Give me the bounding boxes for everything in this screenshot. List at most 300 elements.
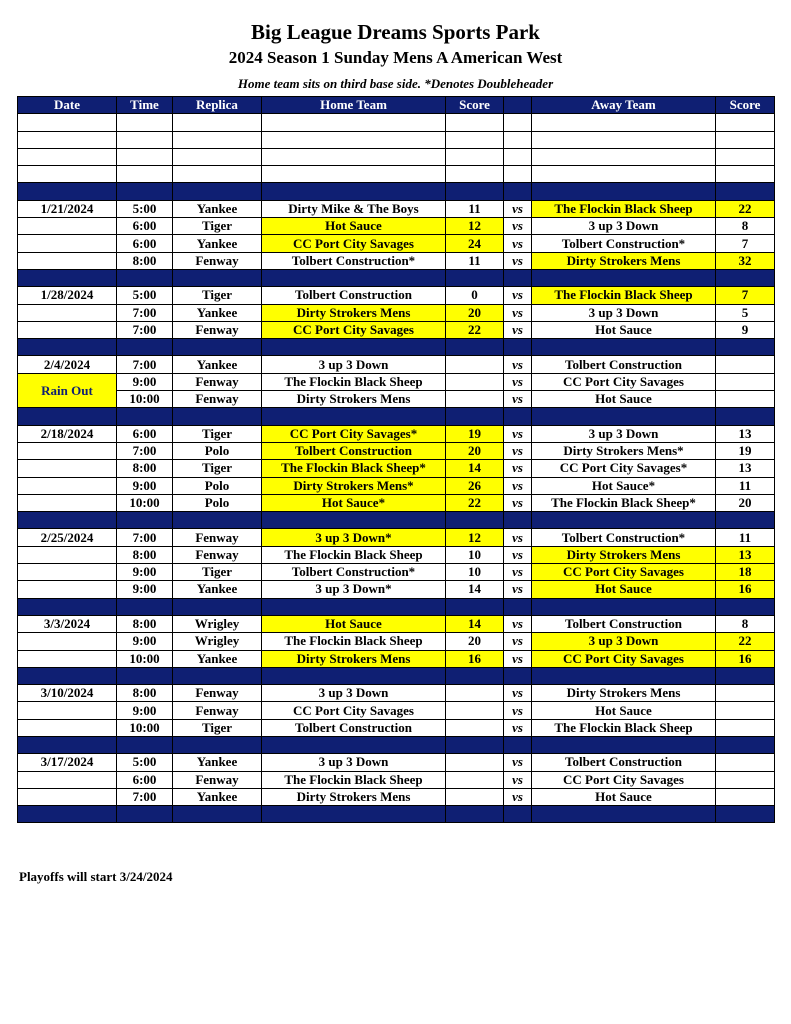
date-cell [18, 442, 117, 459]
away-team-cell: Hot Sauce [532, 321, 716, 338]
home-team-cell: CC Port City Savages [262, 321, 446, 338]
separator-cell [532, 339, 716, 356]
separator-cell [117, 408, 173, 425]
empty-cell [532, 148, 716, 165]
table-row [18, 771, 775, 788]
time-cell: 10:00 [117, 494, 173, 511]
away-score-cell: 13 [716, 546, 775, 563]
replica-cell: Fenway [173, 391, 262, 408]
vs-cell: vs [504, 719, 532, 736]
table-header-row [18, 97, 775, 114]
away-score-cell: 16 [716, 581, 775, 598]
away-team-cell: Dirty Strokers Mens [532, 546, 716, 563]
date-cell: 1/21/2024 [18, 200, 117, 217]
replica-cell: Yankee [173, 304, 262, 321]
separator-cell [446, 736, 504, 753]
away-score-cell: 11 [716, 477, 775, 494]
separator-row [18, 512, 775, 529]
vs-cell: vs [504, 373, 532, 390]
empty-cell [18, 114, 117, 131]
separator-cell [117, 269, 173, 286]
date-cell [18, 650, 117, 667]
table-row [18, 581, 775, 598]
separator-cell [117, 183, 173, 200]
empty-cell [532, 131, 716, 148]
separator-cell [532, 806, 716, 823]
home-team-cell: Dirty Strokers Mens [262, 304, 446, 321]
away-score-cell: 22 [716, 633, 775, 650]
separator-cell [18, 408, 117, 425]
away-team-cell: Dirty Strokers Mens [532, 252, 716, 269]
date-cell: 3/10/2024 [18, 685, 117, 702]
away-score-cell: 19 [716, 442, 775, 459]
empty-cell [262, 114, 446, 131]
separator-cell [716, 183, 775, 200]
home-score-cell: 20 [446, 633, 504, 650]
separator-cell [18, 269, 117, 286]
home-team-cell: 3 up 3 Down* [262, 581, 446, 598]
vs-cell: vs [504, 460, 532, 477]
col-date: Date [18, 97, 117, 114]
away-score-cell: 22 [716, 200, 775, 217]
separator-cell [532, 408, 716, 425]
empty-cell [716, 114, 775, 131]
table-row [18, 650, 775, 667]
separator-cell [504, 598, 532, 615]
separator-cell [446, 269, 504, 286]
home-score-cell: 12 [446, 529, 504, 546]
away-score-cell [716, 702, 775, 719]
table-row [18, 494, 775, 511]
empty-cell [446, 131, 504, 148]
away-team-cell: CC Port City Savages [532, 650, 716, 667]
separator-cell [262, 512, 446, 529]
date-cell [18, 702, 117, 719]
home-score-cell: 24 [446, 235, 504, 252]
time-cell: 9:00 [117, 477, 173, 494]
home-score-cell [446, 788, 504, 805]
home-score-cell [446, 719, 504, 736]
away-score-cell: 8 [716, 218, 775, 235]
home-score-cell: 11 [446, 252, 504, 269]
away-team-cell: Hot Sauce [532, 702, 716, 719]
time-cell: 6:00 [117, 235, 173, 252]
vs-cell: vs [504, 252, 532, 269]
vs-cell: vs [504, 754, 532, 771]
time-cell: 6:00 [117, 218, 173, 235]
separator-cell [117, 806, 173, 823]
vs-cell: vs [504, 529, 532, 546]
vs-cell: vs [504, 218, 532, 235]
away-team-cell: 3 up 3 Down [532, 304, 716, 321]
separator-cell [173, 512, 262, 529]
time-cell: 5:00 [117, 754, 173, 771]
replica-cell: Tiger [173, 218, 262, 235]
separator-cell [504, 806, 532, 823]
empty-cell [117, 131, 173, 148]
separator-cell [18, 736, 117, 753]
separator-cell [173, 269, 262, 286]
separator-cell [532, 598, 716, 615]
empty-cell [504, 131, 532, 148]
home-score-cell: 10 [446, 564, 504, 581]
empty-cell [18, 148, 117, 165]
separator-cell [262, 269, 446, 286]
separator-cell [173, 598, 262, 615]
vs-cell: vs [504, 633, 532, 650]
col-replica: Replica [173, 97, 262, 114]
empty-cell [262, 166, 446, 183]
empty-cell [446, 166, 504, 183]
away-score-cell [716, 373, 775, 390]
empty-cell [532, 114, 716, 131]
separator-cell [117, 339, 173, 356]
away-team-cell: 3 up 3 Down [532, 425, 716, 442]
replica-cell: Yankee [173, 754, 262, 771]
time-cell: 9:00 [117, 564, 173, 581]
blank-row [18, 166, 775, 183]
home-team-cell: 3 up 3 Down [262, 754, 446, 771]
time-cell: 10:00 [117, 719, 173, 736]
table-row [18, 356, 775, 373]
time-cell: 10:00 [117, 650, 173, 667]
replica-cell: Yankee [173, 356, 262, 373]
separator-row [18, 183, 775, 200]
separator-cell [446, 339, 504, 356]
away-score-cell: 11 [716, 529, 775, 546]
vs-cell: vs [504, 771, 532, 788]
replica-cell: Tiger [173, 287, 262, 304]
separator-cell [18, 667, 117, 684]
separator-cell [716, 667, 775, 684]
away-score-cell: 7 [716, 235, 775, 252]
time-cell: 9:00 [117, 702, 173, 719]
home-team-cell: The Flockin Black Sheep [262, 771, 446, 788]
away-team-cell: CC Port City Savages* [532, 460, 716, 477]
separator-cell [446, 183, 504, 200]
separator-cell [446, 667, 504, 684]
separator-cell [446, 408, 504, 425]
blank-row [18, 114, 775, 131]
vs-cell: vs [504, 564, 532, 581]
empty-cell [262, 131, 446, 148]
separator-cell [716, 806, 775, 823]
home-team-cell: Dirty Mike & The Boys [262, 200, 446, 217]
vs-cell: vs [504, 788, 532, 805]
home-team-cell: The Flockin Black Sheep [262, 633, 446, 650]
separator-cell [18, 512, 117, 529]
home-score-cell: 14 [446, 581, 504, 598]
separator-cell [173, 667, 262, 684]
home-team-cell: Tolbert Construction* [262, 564, 446, 581]
time-cell: 8:00 [117, 460, 173, 477]
replica-cell: Fenway [173, 252, 262, 269]
home-score-cell: 20 [446, 304, 504, 321]
away-team-cell: CC Port City Savages [532, 373, 716, 390]
separator-cell [716, 408, 775, 425]
empty-cell [446, 148, 504, 165]
replica-cell: Yankee [173, 200, 262, 217]
table-row [18, 529, 775, 546]
table-row [18, 287, 775, 304]
separator-cell [532, 736, 716, 753]
date-cell [18, 218, 117, 235]
replica-cell: Polo [173, 442, 262, 459]
separator-row [18, 736, 775, 753]
vs-cell: vs [504, 546, 532, 563]
time-cell: 8:00 [117, 685, 173, 702]
date-cell [18, 460, 117, 477]
vs-cell: vs [504, 287, 532, 304]
away-score-cell: 7 [716, 287, 775, 304]
table-row [18, 442, 775, 459]
separator-cell [504, 339, 532, 356]
separator-cell [18, 806, 117, 823]
separator-cell [117, 598, 173, 615]
date-cell [18, 546, 117, 563]
separator-cell [262, 339, 446, 356]
table-row [18, 633, 775, 650]
separator-cell [18, 183, 117, 200]
separator-cell [18, 339, 117, 356]
vs-cell: vs [504, 477, 532, 494]
replica-cell: Fenway [173, 321, 262, 338]
rain-out-cell: Rain Out [18, 373, 117, 408]
separator-cell [262, 183, 446, 200]
away-team-cell: The Flockin Black Sheep* [532, 494, 716, 511]
home-team-cell: The Flockin Black Sheep* [262, 460, 446, 477]
date-cell: 1/28/2024 [18, 287, 117, 304]
away-team-cell: CC Port City Savages [532, 564, 716, 581]
col-time: Time [117, 97, 173, 114]
home-score-cell [446, 373, 504, 390]
empty-cell [504, 148, 532, 165]
vs-cell: vs [504, 356, 532, 373]
time-cell: 7:00 [117, 356, 173, 373]
empty-cell [262, 148, 446, 165]
replica-cell: Fenway [173, 771, 262, 788]
date-cell: 3/17/2024 [18, 754, 117, 771]
table-row [18, 685, 775, 702]
away-team-cell: Tolbert Construction [532, 356, 716, 373]
away-score-cell: 32 [716, 252, 775, 269]
separator-row [18, 806, 775, 823]
table-row [18, 218, 775, 235]
home-team-cell: Dirty Strokers Mens [262, 788, 446, 805]
table-row [18, 252, 775, 269]
time-cell: 7:00 [117, 321, 173, 338]
time-cell: 6:00 [117, 425, 173, 442]
time-cell: 9:00 [117, 373, 173, 390]
date-cell [18, 252, 117, 269]
blank-row [18, 131, 775, 148]
time-cell: 5:00 [117, 287, 173, 304]
date-cell [18, 581, 117, 598]
vs-cell: vs [504, 425, 532, 442]
time-cell: 8:00 [117, 252, 173, 269]
home-score-cell [446, 685, 504, 702]
away-team-cell: Tolbert Construction [532, 615, 716, 632]
vs-cell: vs [504, 615, 532, 632]
col-away-score: Score [716, 97, 775, 114]
date-cell [18, 633, 117, 650]
away-score-cell: 18 [716, 564, 775, 581]
home-score-cell: 12 [446, 218, 504, 235]
away-score-cell: 16 [716, 650, 775, 667]
home-score-cell [446, 771, 504, 788]
date-cell [18, 304, 117, 321]
separator-cell [716, 736, 775, 753]
date-cell [18, 564, 117, 581]
separator-row [18, 408, 775, 425]
home-score-cell: 14 [446, 460, 504, 477]
time-cell: 7:00 [117, 529, 173, 546]
replica-cell: Tiger [173, 564, 262, 581]
separator-cell [262, 598, 446, 615]
vs-cell: vs [504, 200, 532, 217]
table-row [18, 564, 775, 581]
replica-cell: Tiger [173, 425, 262, 442]
empty-cell [446, 114, 504, 131]
empty-cell [173, 166, 262, 183]
empty-cell [716, 166, 775, 183]
schedule-body [18, 114, 775, 823]
away-team-cell: The Flockin Black Sheep [532, 287, 716, 304]
away-team-cell: Dirty Strokers Mens* [532, 442, 716, 459]
separator-cell [117, 667, 173, 684]
home-team-cell: Tolbert Construction [262, 287, 446, 304]
replica-cell: Yankee [173, 235, 262, 252]
table-row [18, 477, 775, 494]
separator-cell [504, 183, 532, 200]
home-score-cell: 10 [446, 546, 504, 563]
away-score-cell [716, 685, 775, 702]
table-row [18, 754, 775, 771]
date-cell [18, 477, 117, 494]
table-row [18, 235, 775, 252]
empty-cell [532, 166, 716, 183]
away-team-cell: Tolbert Construction* [532, 235, 716, 252]
table-row [18, 546, 775, 563]
separator-cell [173, 339, 262, 356]
home-score-cell: 11 [446, 200, 504, 217]
separator-row [18, 598, 775, 615]
separator-cell [716, 512, 775, 529]
separator-cell [716, 598, 775, 615]
home-team-cell: Dirty Strokers Mens* [262, 477, 446, 494]
separator-cell [262, 667, 446, 684]
home-team-cell: Hot Sauce [262, 615, 446, 632]
time-cell: 6:00 [117, 771, 173, 788]
home-score-cell [446, 391, 504, 408]
separator-cell [504, 269, 532, 286]
away-score-cell: 13 [716, 425, 775, 442]
time-cell: 8:00 [117, 615, 173, 632]
time-cell: 7:00 [117, 442, 173, 459]
separator-row [18, 339, 775, 356]
home-team-cell: The Flockin Black Sheep [262, 546, 446, 563]
col-vs [504, 97, 532, 114]
away-team-cell: The Flockin Black Sheep [532, 200, 716, 217]
vs-cell: vs [504, 235, 532, 252]
separator-cell [262, 736, 446, 753]
separator-cell [716, 269, 775, 286]
replica-cell: Wrigley [173, 615, 262, 632]
home-score-cell: 26 [446, 477, 504, 494]
home-score-cell: 0 [446, 287, 504, 304]
separator-cell [446, 512, 504, 529]
separator-cell [504, 667, 532, 684]
table-row [18, 200, 775, 217]
date-cell [18, 494, 117, 511]
table-row [18, 460, 775, 477]
separator-cell [532, 183, 716, 200]
home-score-cell: 14 [446, 615, 504, 632]
home-team-cell: Hot Sauce* [262, 494, 446, 511]
away-score-cell [716, 719, 775, 736]
separator-row [18, 667, 775, 684]
time-cell: 9:00 [117, 581, 173, 598]
empty-cell [173, 114, 262, 131]
replica-cell: Fenway [173, 373, 262, 390]
home-score-cell: 22 [446, 494, 504, 511]
home-score-cell: 22 [446, 321, 504, 338]
home-team-cell: The Flockin Black Sheep [262, 373, 446, 390]
separator-cell [716, 339, 775, 356]
separator-cell [504, 512, 532, 529]
date-cell: 2/25/2024 [18, 529, 117, 546]
empty-cell [117, 114, 173, 131]
away-score-cell [716, 391, 775, 408]
separator-cell [446, 806, 504, 823]
empty-cell [716, 131, 775, 148]
separator-cell [18, 598, 117, 615]
time-cell: 10:00 [117, 391, 173, 408]
replica-cell: Polo [173, 477, 262, 494]
away-score-cell: 13 [716, 460, 775, 477]
separator-cell [117, 512, 173, 529]
replica-cell: Tiger [173, 460, 262, 477]
separator-cell [173, 806, 262, 823]
away-score-cell [716, 754, 775, 771]
table-row [18, 321, 775, 338]
away-team-cell: Hot Sauce [532, 391, 716, 408]
separator-cell [117, 736, 173, 753]
footer-note: Playoffs will start 3/24/2024 [19, 869, 173, 884]
vs-cell: vs [504, 391, 532, 408]
replica-cell: Yankee [173, 581, 262, 598]
separator-cell [262, 806, 446, 823]
home-team-cell: Dirty Strokers Mens [262, 391, 446, 408]
away-team-cell: CC Port City Savages [532, 771, 716, 788]
date-cell: 3/3/2024 [18, 615, 117, 632]
replica-cell: Yankee [173, 788, 262, 805]
home-team-cell: CC Port City Savages* [262, 425, 446, 442]
page-subtitle: 2024 Season 1 Sunday Mens A American West [228, 48, 563, 67]
table-row [18, 719, 775, 736]
empty-cell [117, 148, 173, 165]
replica-cell: Polo [173, 494, 262, 511]
date-cell: 2/4/2024 [18, 356, 117, 373]
vs-cell: vs [504, 685, 532, 702]
empty-cell [716, 148, 775, 165]
col-home-team: Home Team [262, 97, 446, 114]
replica-cell: Yankee [173, 650, 262, 667]
separator-cell [532, 512, 716, 529]
home-team-cell: Tolbert Construction* [262, 252, 446, 269]
away-team-cell: Tolbert Construction* [532, 529, 716, 546]
separator-row [18, 269, 775, 286]
